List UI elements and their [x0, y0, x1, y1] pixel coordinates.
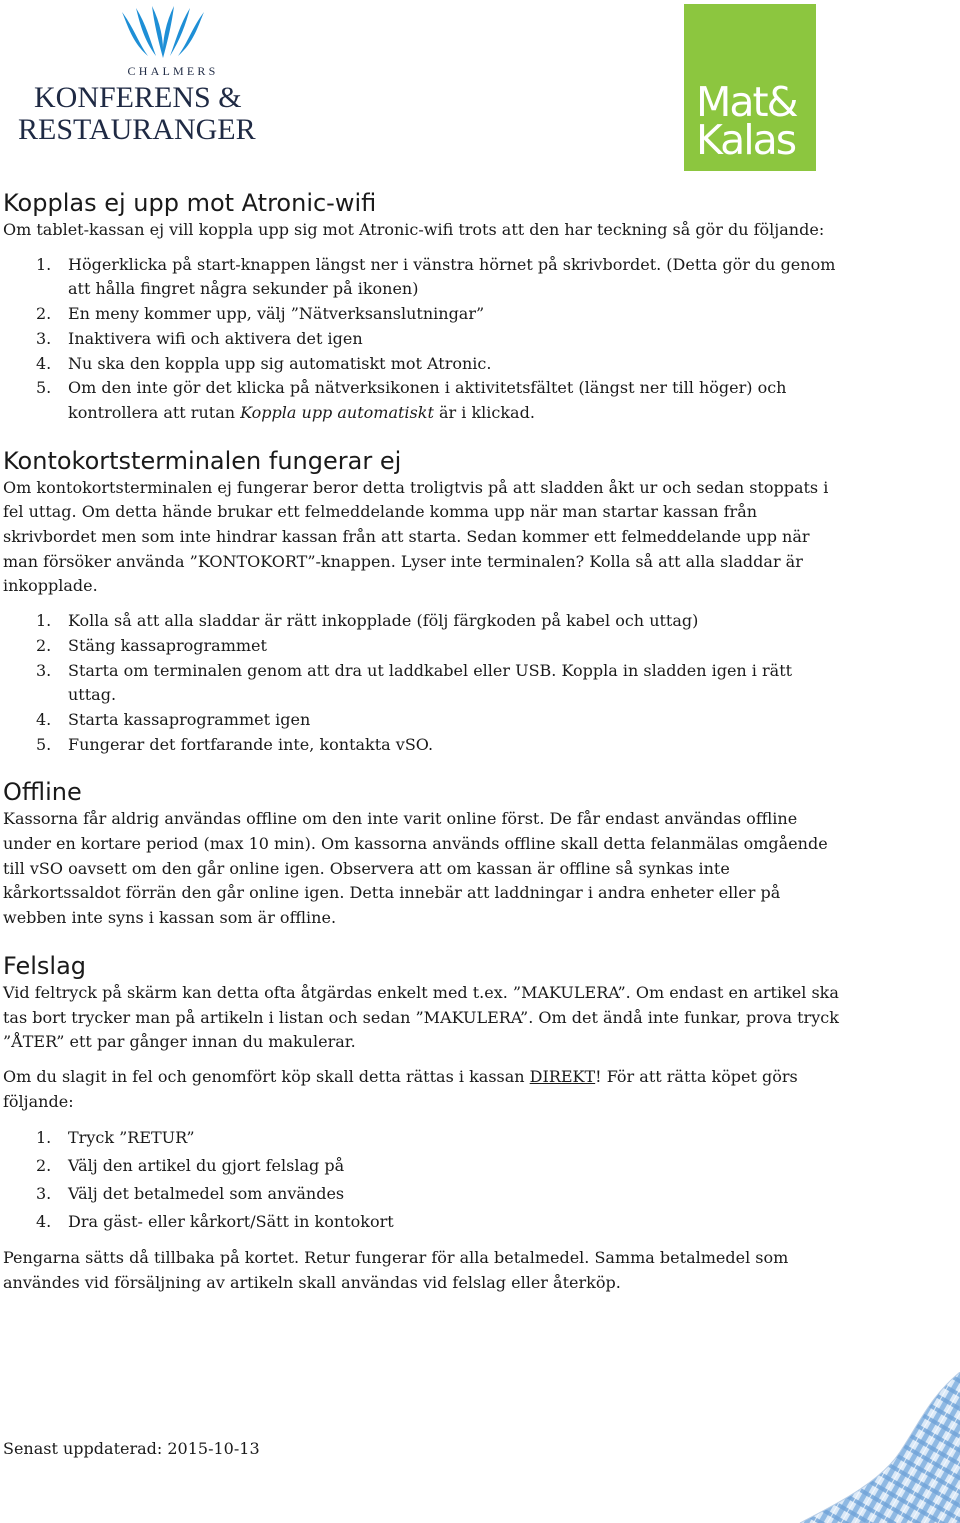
felslag-heading: Felslag — [3, 951, 87, 980]
list-item: 3. Inaktivera wifi och aktivera det igen — [36, 328, 363, 348]
mat-kalas-logo — [684, 4, 816, 171]
list-item: 4. Starta kassaprogrammet igen — [36, 709, 311, 729]
terminal-intro: Om kontokortsterminalen ej fungerar beror detta troligtvis på att sladden åkt ur och sedan stoppats i fel uttag. Om detta hände brukar ett felmeddelande komma upp när man startar kassan från skrivbordet men som inte hindrar kassan från att starta. Sedan kommer ett felmeddelande upp när man försöker använda ”KONTOKORT”-knappen. Lyser inte terminalen? Kolla så att alla sladdar är inkopplade. — [3, 477, 829, 596]
list-item: 1. Kolla så att alla sladdar är rätt inkopplade (följ färgkoden på kabel och uttag) — [36, 611, 699, 631]
mat-logo-line1: Mat& — [696, 78, 797, 126]
mat-logo-line2: Kalas — [696, 116, 796, 164]
list-item: 4. Dra gäst- eller kårkort/Sätt in kontokort — [36, 1212, 394, 1232]
wifi-intro: Om tablet-kassan ej vill koppla upp sig mot Atronic-wifi trots att den har teckning så gör du följande: — [3, 220, 825, 239]
list-item: 2. Stäng kassaprogrammet — [36, 635, 267, 655]
list-item: 3. Starta om terminalen genom att dra ut laddkabel eller USB. Koppla in sladden igen i rätt uttag. — [36, 660, 793, 705]
wifi-steps — [3, 253, 843, 426]
list-item: 2. Välj den artikel du gjort felslag på — [36, 1156, 345, 1176]
list-item: 2. En meny kommer upp, välj ”Nätverksanslutningar” — [36, 304, 485, 324]
felslag-p1: Vid feltryck på skärm kan detta ofta åtgärdas enkelt med t.ex. ”MAKULERA”. Om endast en artikel ska tas bort trycker man på artikeln i listan och sedan ”MAKULERA”. Om det ändå inte funkar, prova tryck ”ÅTER” ett par gånger innan du makulerar. — [3, 982, 839, 1052]
list-item: 1. Tryck ”RETUR” — [36, 1128, 195, 1148]
document-body — [3, 188, 843, 1296]
page-curl-decoration — [780, 1372, 960, 1523]
list-item: 4. Nu ska den koppla upp sig automatiskt mot Atronic. — [36, 353, 492, 373]
konferens-line: KONFERENS & — [34, 81, 242, 114]
restauranger-line: RESTAURANGER — [18, 113, 256, 146]
felslag-steps — [3, 1124, 843, 1236]
list-item: 5. Fungerar det fortfarande inte, kontakta vSO. — [36, 734, 434, 754]
list-item: 5. Om den inte gör det klicka på nätverksikonen i aktivitetsfältet (längst ner till höger) och kontrollera att rutan Koppla upp automatiskt är i klickad. — [36, 378, 787, 422]
chalmers-logo — [18, 6, 288, 146]
terminal-steps — [3, 609, 843, 757]
chalmers-wordmark: CHALMERS — [127, 64, 219, 78]
wifi-heading: Kopplas ej upp mot Atronic-wifi — [3, 189, 377, 217]
offline-heading: Offline — [3, 778, 82, 807]
terminal-heading: Kontokortsterminalen fungerar ej — [3, 446, 402, 475]
offline-text: Kassorna får aldrig användas offline om den inte varit online först. De får endast användas offline under en kortare period (max 10 min). Om kassorna används offline skall detta felanmälas omgående till vSO oavsett om den går online igen. Observera att om kassan är offline så synkas inte kårkortssaldot förrän den går online igen. Detta innebär att laddningar i andra enheter eller på webben inte syns i kassan som är offline. — [3, 809, 828, 928]
felslag-p3: Pengarna sätts då tillbaka på kortet. Retur fungerar för alla betalmedel. Samma betalmedel som användes vid försäljning av artikeln skall användas vid felslag eller återköp. — [3, 1248, 789, 1293]
list-item: 3. Välj det betalmedel som användes — [36, 1184, 345, 1204]
crown-icon — [118, 6, 208, 62]
list-item: 1. Högerklicka på start-knappen längst ner i vänstra hörnet på skrivbordet. (Detta gör du genom att hålla fingret några sekunder på ikonen) — [36, 254, 836, 299]
last-updated: Senast uppdaterad: 2015-10-13 — [3, 1439, 260, 1458]
felslag-p2: Om du slagit in fel och genomfört köp skall detta rättas i kassan DIREKT! För att rätta köpet görs följande: — [3, 1066, 798, 1111]
